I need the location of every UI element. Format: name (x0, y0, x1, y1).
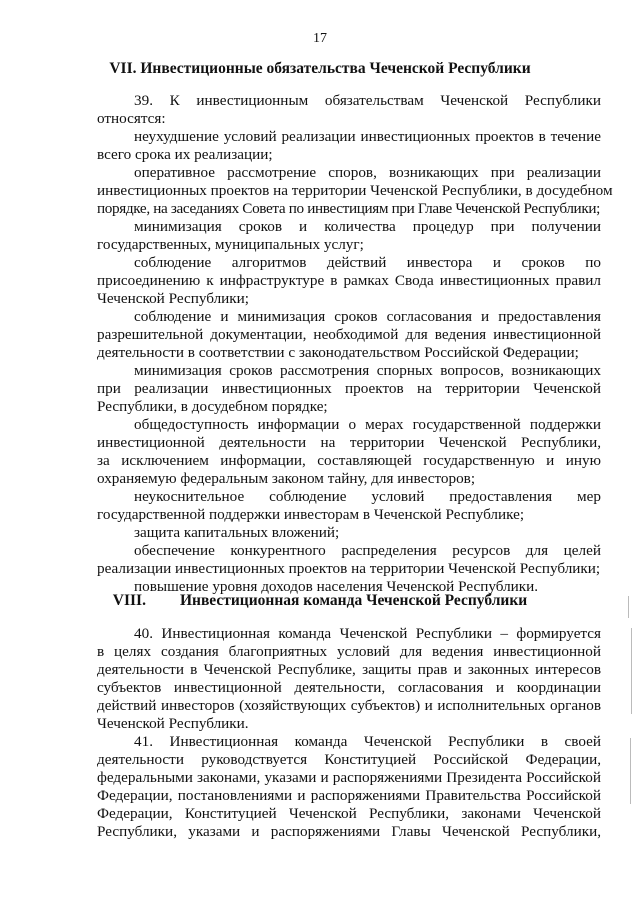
text-line: неухудшение условий реализации инвестиционных проектов в течение (134, 128, 601, 145)
text-line: 41. Инвестиционная команда Чеченской Республики в своей (134, 733, 601, 750)
text-line: Республики, в досудебном порядке; (97, 398, 328, 415)
text-line: минимизация сроков рассмотрения спорных вопросов, возникающих (134, 362, 601, 379)
text-line: государственных, муниципальных услуг; (97, 236, 364, 253)
text-line: соблюдение алгоритмов действий инвестора и сроков по (134, 254, 601, 271)
text-line: неукоснительное соблюдение условий предоставления мер (134, 488, 601, 505)
text-line: государственной поддержки инвесторам в Чеченской Республике; (97, 506, 525, 523)
text-line: реализации инвестиционных проектов на территории Чеченской Республики; (97, 560, 601, 577)
text-line: соблюдение и минимизация сроков согласования и предоставления (134, 308, 601, 325)
text-line: минимизация сроков и количества процедур при получении (134, 218, 601, 235)
text-line: оперативное рассмотрение споров, возникающих при реализации (134, 164, 601, 181)
text-line: всего срока их реализации; (97, 146, 273, 163)
section-7-heading (0, 60, 640, 78)
text-line: в целях создания благоприятных условий для ведения инвестиционной (97, 643, 601, 660)
text-line: деятельности в соответствии с законодательством Российской Федерации; (97, 344, 579, 361)
text-line: обеспечение конкурентного распределения ресурсов для целей (134, 542, 601, 559)
section-8-title: Инвестиционная команда Чеченской Республики (179, 592, 528, 609)
text-line: Федерации, постановлениями и распоряжениями Правительства Российской (97, 787, 601, 804)
text-line: Федерации, Конституцией Чеченской Республики, законами Чеченской (97, 805, 601, 822)
text-line: 40. Инвестиционная команда Чеченской Республики – формируется (134, 625, 601, 642)
text-line: относятся: (97, 110, 166, 127)
text-line: повышение уровня доходов населения Чеченской Республики. (134, 578, 539, 595)
text-line: Республики, указами и распоряжениями Главы Чеченской Республики, (97, 823, 601, 840)
text-line: действий инвесторов (хозяйствующих субъектов) и исполнительных органов (97, 697, 601, 714)
section-8-number: VIII. (112, 592, 146, 609)
section-7-number: VII. (109, 60, 137, 77)
text-line: присоединению к инфраструктуре в рамках Свода инвестиционных правил (97, 272, 601, 289)
section-8-heading (0, 592, 640, 610)
section-7-title: Инвестиционные обязательства Чеченской Республики (140, 60, 531, 77)
text-line: при реализации инвестиционных проектов на территории Чеченской (97, 380, 601, 397)
text-line: за исключением информации, составляющей государственную и иную (97, 452, 601, 469)
text-line: Чеченской Республики. (97, 715, 249, 732)
text-line: деятельности руководствуется Конституцией Российской Федерации, (97, 751, 601, 768)
text-line: защита капитальных вложений; (134, 524, 340, 541)
text-line: общедоступность информации о мерах государственной поддержки (134, 416, 601, 433)
text-line: инвестиционных проектов на территории Чеченской Республики, в досудебном (97, 182, 613, 199)
page-number: 17 (313, 31, 327, 46)
text-line: инвестиционной деятельности на территории Чеченской Республики, (97, 434, 601, 451)
text-line: федеральными законами, указами и распоряжениями Президента Российской (97, 769, 601, 786)
text-line: 39. К инвестиционным обязательствам Чеченской Республики (134, 92, 601, 109)
text-line: охраняемую федеральным законом тайну, для инвесторов; (97, 470, 476, 487)
scan-margin-mark (630, 738, 631, 804)
text-line: субъектов инвестиционной деятельности, согласования и координации (97, 679, 601, 696)
text-line: разрешительной документации, необходимой для ведения инвестиционной (97, 326, 601, 343)
scan-margin-mark (631, 628, 632, 714)
scan-margin-mark (628, 596, 629, 618)
text-line: порядке, на заседаниях Совета по инвестициям при Главе Чеченской Республики; (97, 200, 601, 217)
text-line: Чеченской Республики; (97, 290, 250, 307)
text-line: деятельности в Чеченской Республике, защиты прав и законных интересов (97, 661, 601, 678)
